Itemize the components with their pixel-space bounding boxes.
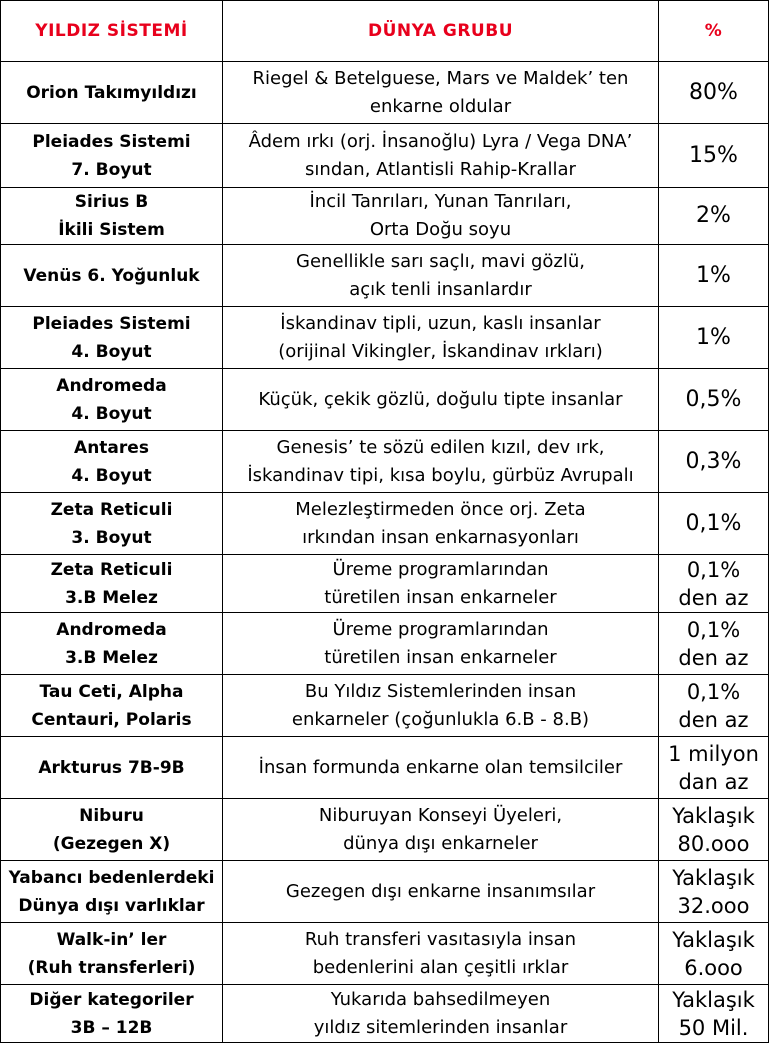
system-line: Tau Ceti, Alpha [39,681,184,702]
group-line: Küçük, çekik gözlü, doğulu tipte insanlar [258,388,623,410]
group-line: İncil Tanrıları, Yunan Tanrıları, [309,191,572,212]
group-line: Âdem ırkı (orj. İnsanoğlu) Lyra / Vega DNA’ [248,130,633,152]
group-line: Üreme programlarından [332,558,549,580]
group-line: enkarneler (çoğunlukla 6.B - 8.B) [291,708,590,730]
star-system-cell [1,188,223,245]
system-line: Diğer kategoriler [29,989,194,1010]
star-system-cell [1,985,223,1043]
star-system-cell [1,737,223,799]
system-line: Venüs 6. Yoğunluk [23,265,200,286]
star-system-cell [1,431,223,493]
star-system-cell [1,62,223,124]
system-line: (Gezegen X) [52,833,171,854]
percent-line: 1% [696,324,731,350]
percent-cell [659,124,769,188]
group-line: Melezleştirmeden önce orj. Zeta [295,498,586,520]
group-line: Riegel & Betelguese, Mars ve Maldek’ ten [252,67,629,89]
percent-line: 80.ooo [677,831,750,856]
table-row [1,675,769,737]
group-line: Genesis’ te sözü edilen kızıl, dev ırk, [276,436,605,458]
system-line: Pleiades Sistemi [32,313,191,334]
percent-cell [659,675,769,737]
world-group-cell [223,431,659,493]
group-line: Gezegen dışı enkarne insanımsılar [285,880,596,902]
table-row [1,188,769,245]
world-group-cell [223,493,659,555]
table-row [1,737,769,799]
system-line: 4. Boyut [71,465,152,486]
world-group-cell [223,307,659,369]
system-line: Orion Takımyıldızı [26,82,197,103]
system-line: 7. Boyut [71,159,152,180]
group-line: açık tenli insanlardır [349,278,532,300]
percent-line: 0,1% [685,510,742,536]
group-line: yıldız sitemlerinden insanlar [313,1016,568,1038]
world-group-cell [223,675,659,737]
group-line: İskandinav tipi, kısa boylu, gürbüz Avrupalı [247,464,634,486]
system-line: Arkturus 7B-9B [38,757,185,778]
percent-line: 1% [696,262,731,288]
star-system-cell [1,613,223,675]
world-group-cell [223,369,659,431]
system-line: Walk-in’ ler [56,929,167,950]
percent-line: 2% [696,203,731,228]
group-line: Ruh transferi vasıtasıyla insan [304,928,577,950]
table-row [1,307,769,369]
group-line: İskandinav tipli, uzun, kaslı insanlar [280,312,601,334]
percent-cell [659,799,769,861]
group-line: (orijinal Vikingler, İskandinav ırkları) [278,340,603,362]
table-row [1,555,769,613]
percent-cell [659,62,769,124]
percent-line: 0,3% [685,448,742,474]
header-star-system: YILDIZ SİSTEMİ [1,1,223,62]
star-system-cell [1,124,223,188]
percent-line: den az [678,707,749,732]
table-row [1,369,769,431]
system-line: Niburu [79,805,144,826]
percent-cell [659,493,769,555]
percent-cell [659,613,769,675]
world-group-cell [223,737,659,799]
group-line: Orta Doğu soyu [369,219,512,240]
table-row [1,799,769,861]
system-line: Zeta Reticuli [50,559,173,580]
world-group-cell [223,124,659,188]
percent-line: den az [678,585,749,610]
star-system-cell [1,493,223,555]
system-line: 3B – 12B [70,1017,153,1038]
group-line: türetilen insan enkarneler [324,646,557,668]
group-line: Niburuyan Konseyi Üyeleri, [318,804,563,826]
header-percent: % [659,1,769,62]
star-system-cell [1,307,223,369]
percent-cell [659,985,769,1043]
percent-line: den az [678,645,749,670]
percent-line: Yaklaşık [672,803,755,828]
world-group-cell [223,62,659,124]
table-row [1,431,769,493]
percent-line: Yaklaşık [672,927,755,952]
group-line: Bu Yıldız Sistemlerinden insan [304,680,577,702]
table-row [1,861,769,923]
system-line: Dünya dışı varlıklar [18,895,205,916]
system-line: Centauri, Polaris [31,709,192,730]
system-line: Andromeda [56,375,167,396]
percent-line: 0,1% [686,679,741,704]
group-line: ırkından insan enkarnasyonları [302,526,579,548]
world-group-cell [223,861,659,923]
world-group-cell [223,923,659,985]
star-system-cell [1,369,223,431]
table-row [1,985,769,1043]
group-line: İnsan formunda enkarne olan temsilciler [258,756,623,778]
header-world-group: DÜNYA GRUBU [223,1,659,62]
star-system-cell [1,245,223,307]
system-line: Sirius B [74,192,149,212]
percent-cell [659,431,769,493]
group-line: dünya dışı enkarneler [343,832,538,854]
system-line: Pleiades Sistemi [32,131,191,152]
percent-line: 0,1% [686,557,741,582]
group-line: Üreme programlarından [332,618,549,640]
percent-cell [659,245,769,307]
system-line: İkili Sistem [58,220,165,240]
group-line: bedenlerini alan çeşitli ırklar [312,956,569,978]
group-line: türetilen insan enkarneler [324,586,557,608]
star-system-cell [1,923,223,985]
header-row [1,1,769,62]
world-group-cell [223,613,659,675]
table-row [1,613,769,675]
system-line: Andromeda [56,619,167,640]
percent-cell [659,369,769,431]
table-row [1,245,769,307]
percent-line: Yaklaşık [672,987,755,1012]
world-group-cell [223,245,659,307]
group-line: enkarne oldular [369,95,512,117]
percent-cell [659,861,769,923]
group-line: Genellikle sarı saçlı, mavi gözlü, [296,250,585,272]
percent-cell [659,188,769,245]
percent-line: 80% [689,79,738,105]
star-system-cell [1,861,223,923]
percent-cell [659,923,769,985]
percent-line: 6.ooo [684,955,743,980]
percent-line: 50 Mil. [678,1015,749,1040]
table-row [1,923,769,985]
percent-line: 0,5% [685,386,742,412]
world-group-cell [223,799,659,861]
percent-cell [659,307,769,369]
system-line: Zeta Reticuli [50,499,173,520]
percent-line: dan az [678,769,749,794]
system-line: Antares [74,437,149,458]
table-row [1,62,769,124]
table-body [1,62,769,1043]
star-system-cell [1,555,223,613]
percent-line: 0,1% [686,617,741,642]
percent-cell [659,737,769,799]
world-group-cell [223,985,659,1043]
percent-line: Yaklaşık [672,865,755,890]
percent-line: 1 milyon [668,741,759,766]
system-line: Yabancı bedenlerdeki [8,867,215,888]
group-line: Yukarıda bahsedilmeyen [330,988,551,1010]
system-line: 3.B Melez [65,587,158,608]
group-line: sından, Atlantisli Rahip-Krallar [305,158,576,180]
system-line: 4. Boyut [71,341,152,362]
system-line: (Ruh transferleri) [27,957,196,978]
percent-cell [659,555,769,613]
system-line: 3.B Melez [65,647,158,668]
percent-line: 32.ooo [677,893,750,918]
star-system-cell [1,799,223,861]
system-line: 4. Boyut [71,403,152,424]
star-system-cell [1,675,223,737]
system-line: 3. Boyut [71,527,152,548]
table-row [1,124,769,188]
table-row [1,493,769,555]
world-group-cell [223,188,659,245]
percent-line: 15% [689,142,738,168]
world-group-cell [223,555,659,613]
